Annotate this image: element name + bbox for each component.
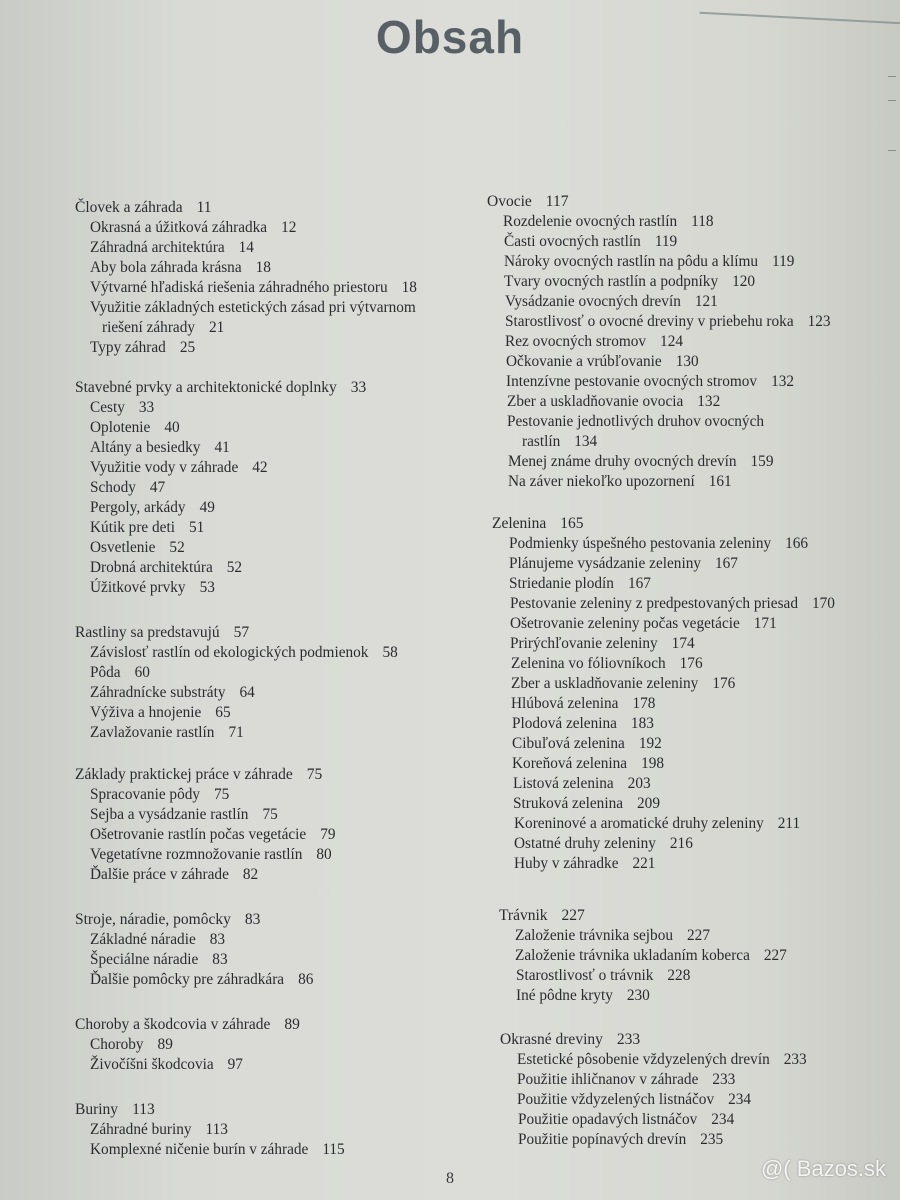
- toc-entry: [514, 835, 693, 853]
- toc-entry-title: Starostlivosť o trávnik: [516, 967, 654, 984]
- toc-entry: [510, 635, 695, 653]
- toc-entry-title: Ďalšie pomôcky pre záhradkára: [90, 971, 285, 988]
- toc-page-number: 42: [252, 459, 268, 476]
- toc-entry: [90, 519, 204, 537]
- toc-entry: [90, 931, 225, 949]
- toc-entry-title: Časti ovocných rastlín: [504, 233, 641, 250]
- toc-entry-title: Zelenina vo fóliovníkoch: [511, 655, 666, 672]
- toc-page-number: 198: [641, 755, 665, 772]
- toc-entry-title: Komplexné ničenie burín v záhrade: [90, 1141, 309, 1158]
- toc-page-number: 14: [238, 239, 254, 256]
- toc-entry: [90, 1121, 228, 1139]
- toc-page-number: 119: [654, 233, 678, 250]
- toc-entry-title: Pergoly, arkády: [90, 499, 186, 516]
- toc-page-number: 121: [694, 293, 718, 310]
- toc-page-number: 233: [712, 1071, 736, 1088]
- toc-entry: [514, 855, 655, 873]
- toc-page-number: 52: [169, 539, 185, 556]
- toc-page-number: 51: [188, 519, 205, 536]
- toc-entry: [90, 299, 416, 317]
- toc-page-number: 89: [157, 1036, 173, 1053]
- toc-chapter: [75, 1101, 155, 1119]
- toc-page-number: 211: [777, 815, 801, 832]
- toc-entry: [511, 675, 735, 693]
- toc-page-number: 167: [627, 575, 651, 592]
- toc-entry-title: Estetické pôsobenie vždyzelených drevín: [517, 1051, 770, 1068]
- toc-entry-title: Použitie vždyzelených listnáčov: [517, 1091, 715, 1108]
- toc-entry-title: Stavebné prvky a architektonické doplnky: [75, 379, 337, 396]
- toc-page-number: 97: [227, 1056, 243, 1073]
- toc-page-number: 235: [700, 1131, 724, 1148]
- toc-entry: [90, 479, 165, 497]
- toc-page-number: 159: [750, 453, 774, 470]
- toc-entry: [90, 499, 215, 517]
- toc-entry-title: Ošetrovanie zeleniny počas vegetácie: [510, 615, 740, 632]
- toc-entry-title: Zavlažovanie rastlín: [90, 724, 215, 741]
- toc-entry-title: Nároky ovocných rastlín na pôdu a klímu: [504, 253, 759, 270]
- toc-entry-title: Záhradnícke substráty: [90, 684, 226, 701]
- toc-entry-title: Spracovanie pôdy: [90, 786, 201, 803]
- toc-entry: [90, 1141, 345, 1159]
- toc-entry: [90, 644, 398, 662]
- toc-entry-title: Pestovanie zeleniny z predpestovaných priesad: [510, 595, 798, 612]
- toc-entry: [90, 1036, 173, 1054]
- toc-entry: [507, 393, 720, 411]
- toc-entry-title: Plánujeme vysádzanie zeleniny: [509, 555, 701, 572]
- toc-entry: [90, 419, 180, 437]
- toc-entry-title: Zber a uskladňovanie zeleniny: [511, 675, 699, 692]
- toc-entry: [512, 755, 664, 773]
- toc-entry-title: Vegetatívne rozmnožovanie rastlín: [90, 846, 303, 863]
- toc-entry-title: Altány a besiedky: [90, 439, 201, 456]
- toc-entry: [90, 439, 230, 457]
- toc-page-number: 18: [401, 279, 417, 296]
- toc-page-number: 11: [196, 199, 212, 216]
- toc-page-number: 227: [687, 927, 710, 944]
- toc-entry: [90, 806, 278, 824]
- toc-entry-title: Záhradné buriny: [90, 1121, 192, 1138]
- toc-entry: [90, 866, 258, 884]
- toc-entry: [509, 555, 738, 573]
- toc-entry: [506, 353, 699, 371]
- toc-entry: [504, 273, 755, 291]
- toc-entry-title: Zelenina: [492, 515, 547, 532]
- toc-entry-title: Výživa a hnojenie: [90, 704, 202, 721]
- toc-entry-title: Použitie ihličnanov v záhrade: [517, 1071, 699, 1088]
- toc-page-number: 118: [691, 213, 714, 230]
- toc-entry-title: Rez ovocných stromov: [505, 333, 647, 350]
- toc-entry-title: Starostlivosť o ovocné dreviny v priebehu roka: [505, 313, 794, 330]
- toc-entry-title: Využitie základných estetických zásad pri výtvarnom: [90, 299, 416, 316]
- toc-page-number: 216: [669, 835, 693, 852]
- toc-page-number: 209: [637, 795, 660, 812]
- toc-page-number: 123: [807, 313, 831, 330]
- toc-page-number: 83: [244, 911, 261, 928]
- toc-entry: [90, 1056, 243, 1074]
- toc-page-number: 178: [632, 695, 656, 712]
- toc-entry-title: Záhradná architektúra: [90, 239, 225, 256]
- toc-entry: [511, 655, 703, 673]
- toc-page-number: 75: [306, 766, 323, 783]
- toc-chapter: [500, 1031, 640, 1049]
- toc-entry-title: Okrasné dreviny: [500, 1031, 603, 1048]
- toc-entry-title: Človek a záhrada: [75, 199, 183, 216]
- toc-entry: [90, 579, 215, 597]
- toc-page-number: 230: [626, 987, 650, 1004]
- toc-page-number: 233: [783, 1051, 807, 1068]
- toc-entry: [508, 453, 773, 471]
- toc-page-number: 132: [771, 373, 795, 390]
- toc-entry: [90, 846, 332, 864]
- toc-page-number: 12: [281, 219, 297, 236]
- toc-entry-title: Ostatné druhy zeleniny: [514, 835, 656, 852]
- toc-entry: [514, 815, 800, 833]
- toc-page-number: 21: [209, 319, 225, 336]
- toc-entry-title: Založenie trávnika ukladaním koberca: [515, 947, 750, 964]
- toc-entry-title: Závislosť rastlín od ekologických podmienok: [90, 644, 369, 661]
- toc-entry: [509, 575, 651, 593]
- toc-page-number: 124: [660, 333, 683, 350]
- toc-chapter: [75, 379, 366, 397]
- toc-chapter: [75, 766, 322, 784]
- toc-entry-title: Sejba a vysádzanie rastlín: [90, 806, 249, 823]
- toc-entry-title: Výtvarné hľadiská riešenia záhradného priestoru: [90, 279, 388, 296]
- toc-entry-title: Struková zelenina: [513, 795, 624, 812]
- margin-mark: [888, 76, 896, 83]
- toc-entry-title: Hlúbová zelenina: [511, 695, 619, 712]
- toc-entry: [505, 293, 718, 311]
- toc-page-number: 161: [708, 473, 732, 490]
- toc-entry: [90, 539, 185, 557]
- toc-page-number: 52: [226, 559, 243, 576]
- toc-page-number: 33: [350, 379, 367, 396]
- toc-entry-title: Iné pôdne kryty: [516, 987, 613, 1004]
- toc-page-number: 64: [239, 684, 255, 701]
- toc-page-number: 183: [630, 715, 654, 732]
- toc-entry-title: Drobná architektúra: [90, 559, 213, 576]
- toc-entry-title: Listová zelenina: [513, 775, 614, 792]
- toc-entry: [90, 684, 255, 702]
- toc-entry-title: Choroby: [90, 1036, 144, 1053]
- toc-chapter: [75, 624, 249, 642]
- toc-page-number: 166: [785, 535, 809, 552]
- toc-entry: [512, 715, 654, 733]
- toc-entry: [90, 459, 268, 477]
- toc-entry: [512, 735, 662, 753]
- toc-page-number: 58: [382, 644, 398, 661]
- toc-entry: [507, 413, 764, 431]
- toc-entry: [517, 1051, 807, 1069]
- toc-entry: [90, 704, 231, 722]
- page-number: 8: [446, 1170, 454, 1187]
- toc-entry-title: Tvary ovocných rastlín a podpníky: [504, 273, 719, 290]
- toc-entry-title: Plodová zelenina: [512, 715, 617, 732]
- toc-page-number: 120: [732, 273, 756, 290]
- toc-entry: [90, 399, 154, 417]
- toc-page-number: 132: [697, 393, 721, 410]
- toc-entry-title: Úžitkové prvky: [90, 579, 186, 596]
- toc-entry-title: Cibuľová zelenina: [512, 735, 625, 752]
- toc-entry-title: Očkovanie a vrúbľovanie: [506, 353, 662, 370]
- toc-page-number: 227: [561, 907, 585, 924]
- toc-page-number: 41: [214, 439, 230, 456]
- toc-chapter: [75, 199, 212, 217]
- toc-entry-title: Aby bola záhrada krásna: [90, 259, 242, 276]
- toc-entry: [506, 373, 794, 391]
- toc-entry: [90, 259, 271, 277]
- toc-entry-title: Rastliny sa predstavujú: [75, 624, 220, 641]
- toc-entry: [517, 1071, 735, 1089]
- toc-page-number: 89: [284, 1016, 300, 1033]
- toc-entry-title: Buriny: [75, 1101, 119, 1118]
- toc-page-number: 203: [627, 775, 651, 792]
- toc-entry: [509, 535, 808, 553]
- toc-page-number: 130: [675, 353, 699, 370]
- toc-entry: [90, 559, 242, 577]
- toc-entry-title: Koreňová zelenina: [512, 755, 628, 772]
- toc-entry-title: Prirýchľovanie zeleniny: [510, 635, 658, 652]
- toc-entry: [508, 473, 732, 491]
- watermark-text: @( Bazos.sk: [760, 1156, 886, 1181]
- toc-entry-title: Trávnik: [499, 907, 548, 924]
- toc-page-number: 18: [255, 259, 271, 276]
- toc-page-number: 117: [545, 193, 569, 210]
- toc-entry-title: rastlín: [522, 433, 561, 450]
- toc-page-number: 75: [262, 806, 278, 823]
- toc-entry-title: Ďalšie práce v záhrade: [90, 866, 229, 883]
- toc-page-number: 234: [711, 1111, 735, 1128]
- toc-page-number: 33: [138, 399, 155, 416]
- toc-entry-title: Striedanie plodín: [509, 575, 614, 592]
- toc-page-number: 40: [164, 419, 180, 436]
- toc-page-number: 60: [134, 664, 150, 681]
- toc-page-number: 47: [149, 479, 166, 496]
- toc-entry: [517, 1091, 751, 1109]
- toc-entry-title: Choroby a škodcovia v záhrade: [75, 1016, 271, 1033]
- toc-entry: [518, 1111, 734, 1129]
- toc-page-number: 53: [199, 579, 215, 596]
- toc-entry-title: Vysádzanie ovocných drevín: [505, 293, 681, 310]
- toc-entry: [510, 615, 777, 633]
- toc-entry-title: Kútik pre deti: [90, 519, 175, 536]
- toc-entry: [90, 219, 296, 237]
- toc-chapter: [499, 907, 585, 925]
- toc-entry-title: Schody: [90, 479, 136, 496]
- toc-entry: [516, 987, 650, 1005]
- toc-entry: [510, 595, 835, 613]
- toc-entry: [504, 253, 794, 271]
- toc-page-number: 25: [179, 339, 196, 356]
- toc-entry-title: Huby v záhradke: [514, 855, 619, 872]
- toc-page-number: 80: [316, 846, 332, 863]
- toc-page-number: 82: [242, 866, 259, 883]
- toc-page-number: 171: [753, 615, 777, 632]
- toc-entry: [90, 951, 228, 969]
- toc-entry-title: Pôda: [90, 664, 121, 681]
- toc-entry-title: Rozdelenie ovocných rastlín: [503, 213, 678, 230]
- toc-page-number: 83: [209, 931, 226, 948]
- toc-page-number: 75: [214, 786, 230, 803]
- toc-entry-title: Podmienky úspešného pestovania zeleniny: [509, 535, 772, 552]
- toc-entry-title: Pestovanie jednotlivých druhov ovocných: [507, 413, 765, 430]
- toc-page-number: 167: [715, 555, 738, 572]
- toc-entry: [90, 279, 417, 297]
- toc-entry: [505, 333, 683, 351]
- toc-entry-title: Použitie popínavých drevín: [518, 1131, 687, 1148]
- toc-entry: [515, 947, 787, 965]
- toc-page-number: 174: [671, 635, 695, 652]
- toc-entry-title: Typy záhrad: [90, 339, 166, 356]
- toc-entry: [513, 795, 660, 813]
- toc-entry: [503, 213, 714, 231]
- toc-entry: [504, 233, 677, 251]
- toc-entry-title: Špeciálne náradie: [90, 951, 199, 968]
- toc-page-number: 49: [199, 499, 215, 516]
- page-title: Obsah: [375, 11, 525, 63]
- toc-entry: [511, 695, 655, 713]
- toc-entry-title: Živočíšni škodcovia: [90, 1056, 214, 1073]
- margin-mark: [888, 100, 896, 107]
- toc-entry-title: Osvetlenie: [90, 539, 156, 556]
- toc-entry: [90, 786, 229, 804]
- toc-page-number: 234: [728, 1091, 752, 1108]
- toc-page-number: 170: [812, 595, 835, 612]
- toc-page-number: 227: [763, 947, 787, 964]
- toc-entry-title: Využitie vody v záhrade: [90, 459, 239, 476]
- toc-page-number: 165: [560, 515, 584, 532]
- toc-page-number: 83: [212, 951, 228, 968]
- toc-page-number: 113: [205, 1121, 228, 1138]
- toc-entry-title: Okrasná a úžitková záhradka: [90, 219, 268, 236]
- toc-entry: [90, 239, 254, 257]
- toc-entry-title: Ošetrovanie rastlín počas vegetácie: [90, 826, 307, 843]
- toc-entry-title: Menej známe druhy ovocných drevín: [508, 453, 737, 470]
- toc-page-number: 233: [616, 1031, 641, 1048]
- toc-page-number: 115: [322, 1141, 345, 1158]
- toc-entry-title: Založenie trávnika sejbou: [515, 927, 674, 944]
- toc-chapter: [75, 1016, 300, 1034]
- toc-entry-title: Použitie opadavých listnáčov: [518, 1111, 698, 1128]
- toc-entry: [90, 724, 244, 742]
- toc-entry-title: Oplotenie: [90, 419, 151, 436]
- toc-page-number: 65: [215, 704, 231, 721]
- toc-entry: [513, 775, 651, 793]
- toc-page-number: 71: [228, 724, 244, 741]
- toc-page-number: 79: [320, 826, 336, 843]
- toc-entry-title: Ovocie: [487, 193, 532, 210]
- toc-page-number: 221: [632, 855, 656, 872]
- toc-entry: [505, 313, 831, 331]
- toc-page-number: 113: [132, 1101, 155, 1118]
- toc-page-number: 119: [772, 253, 795, 270]
- toc-entry: [516, 967, 690, 985]
- toc-page-number: 86: [298, 971, 314, 988]
- toc-page-number: 176: [679, 655, 703, 672]
- toc-chapter: [487, 193, 568, 211]
- toc-entry: [522, 433, 597, 451]
- toc-entry: [518, 1131, 723, 1149]
- toc-entry: [90, 664, 150, 682]
- toc-entry: [102, 319, 224, 337]
- toc-page-number: 192: [638, 735, 662, 752]
- toc-entry-title: Základy praktickej práce v záhrade: [75, 766, 293, 783]
- toc-page-number: 176: [712, 675, 736, 692]
- toc-page-number: 57: [233, 624, 250, 641]
- toc-entry: [90, 971, 313, 989]
- toc-page-number: 134: [574, 433, 598, 450]
- toc-chapter: [75, 911, 260, 929]
- toc-page-number: 228: [667, 967, 691, 984]
- toc-entry-title: Zber a uskladňovanie ovocia: [507, 393, 684, 410]
- toc-entry-title: riešení záhrady: [102, 319, 196, 336]
- toc-entry: [90, 826, 336, 844]
- toc-entry: [515, 927, 710, 945]
- toc-entry: [90, 339, 195, 357]
- margin-mark: [888, 150, 896, 157]
- toc-entry-title: Cesty: [90, 399, 125, 416]
- toc-chapter: [492, 515, 583, 533]
- toc-entry-title: Základné náradie: [90, 931, 196, 948]
- toc-entry-title: Stroje, náradie, pomôcky: [75, 911, 231, 928]
- toc-entry-title: Koreninové a aromatické druhy zeleniny: [514, 815, 764, 832]
- toc-entry-title: Intenzívne pestovanie ovocných stromov: [506, 373, 758, 390]
- toc-entry-title: Na záver niekoľko upozornení: [508, 473, 695, 490]
